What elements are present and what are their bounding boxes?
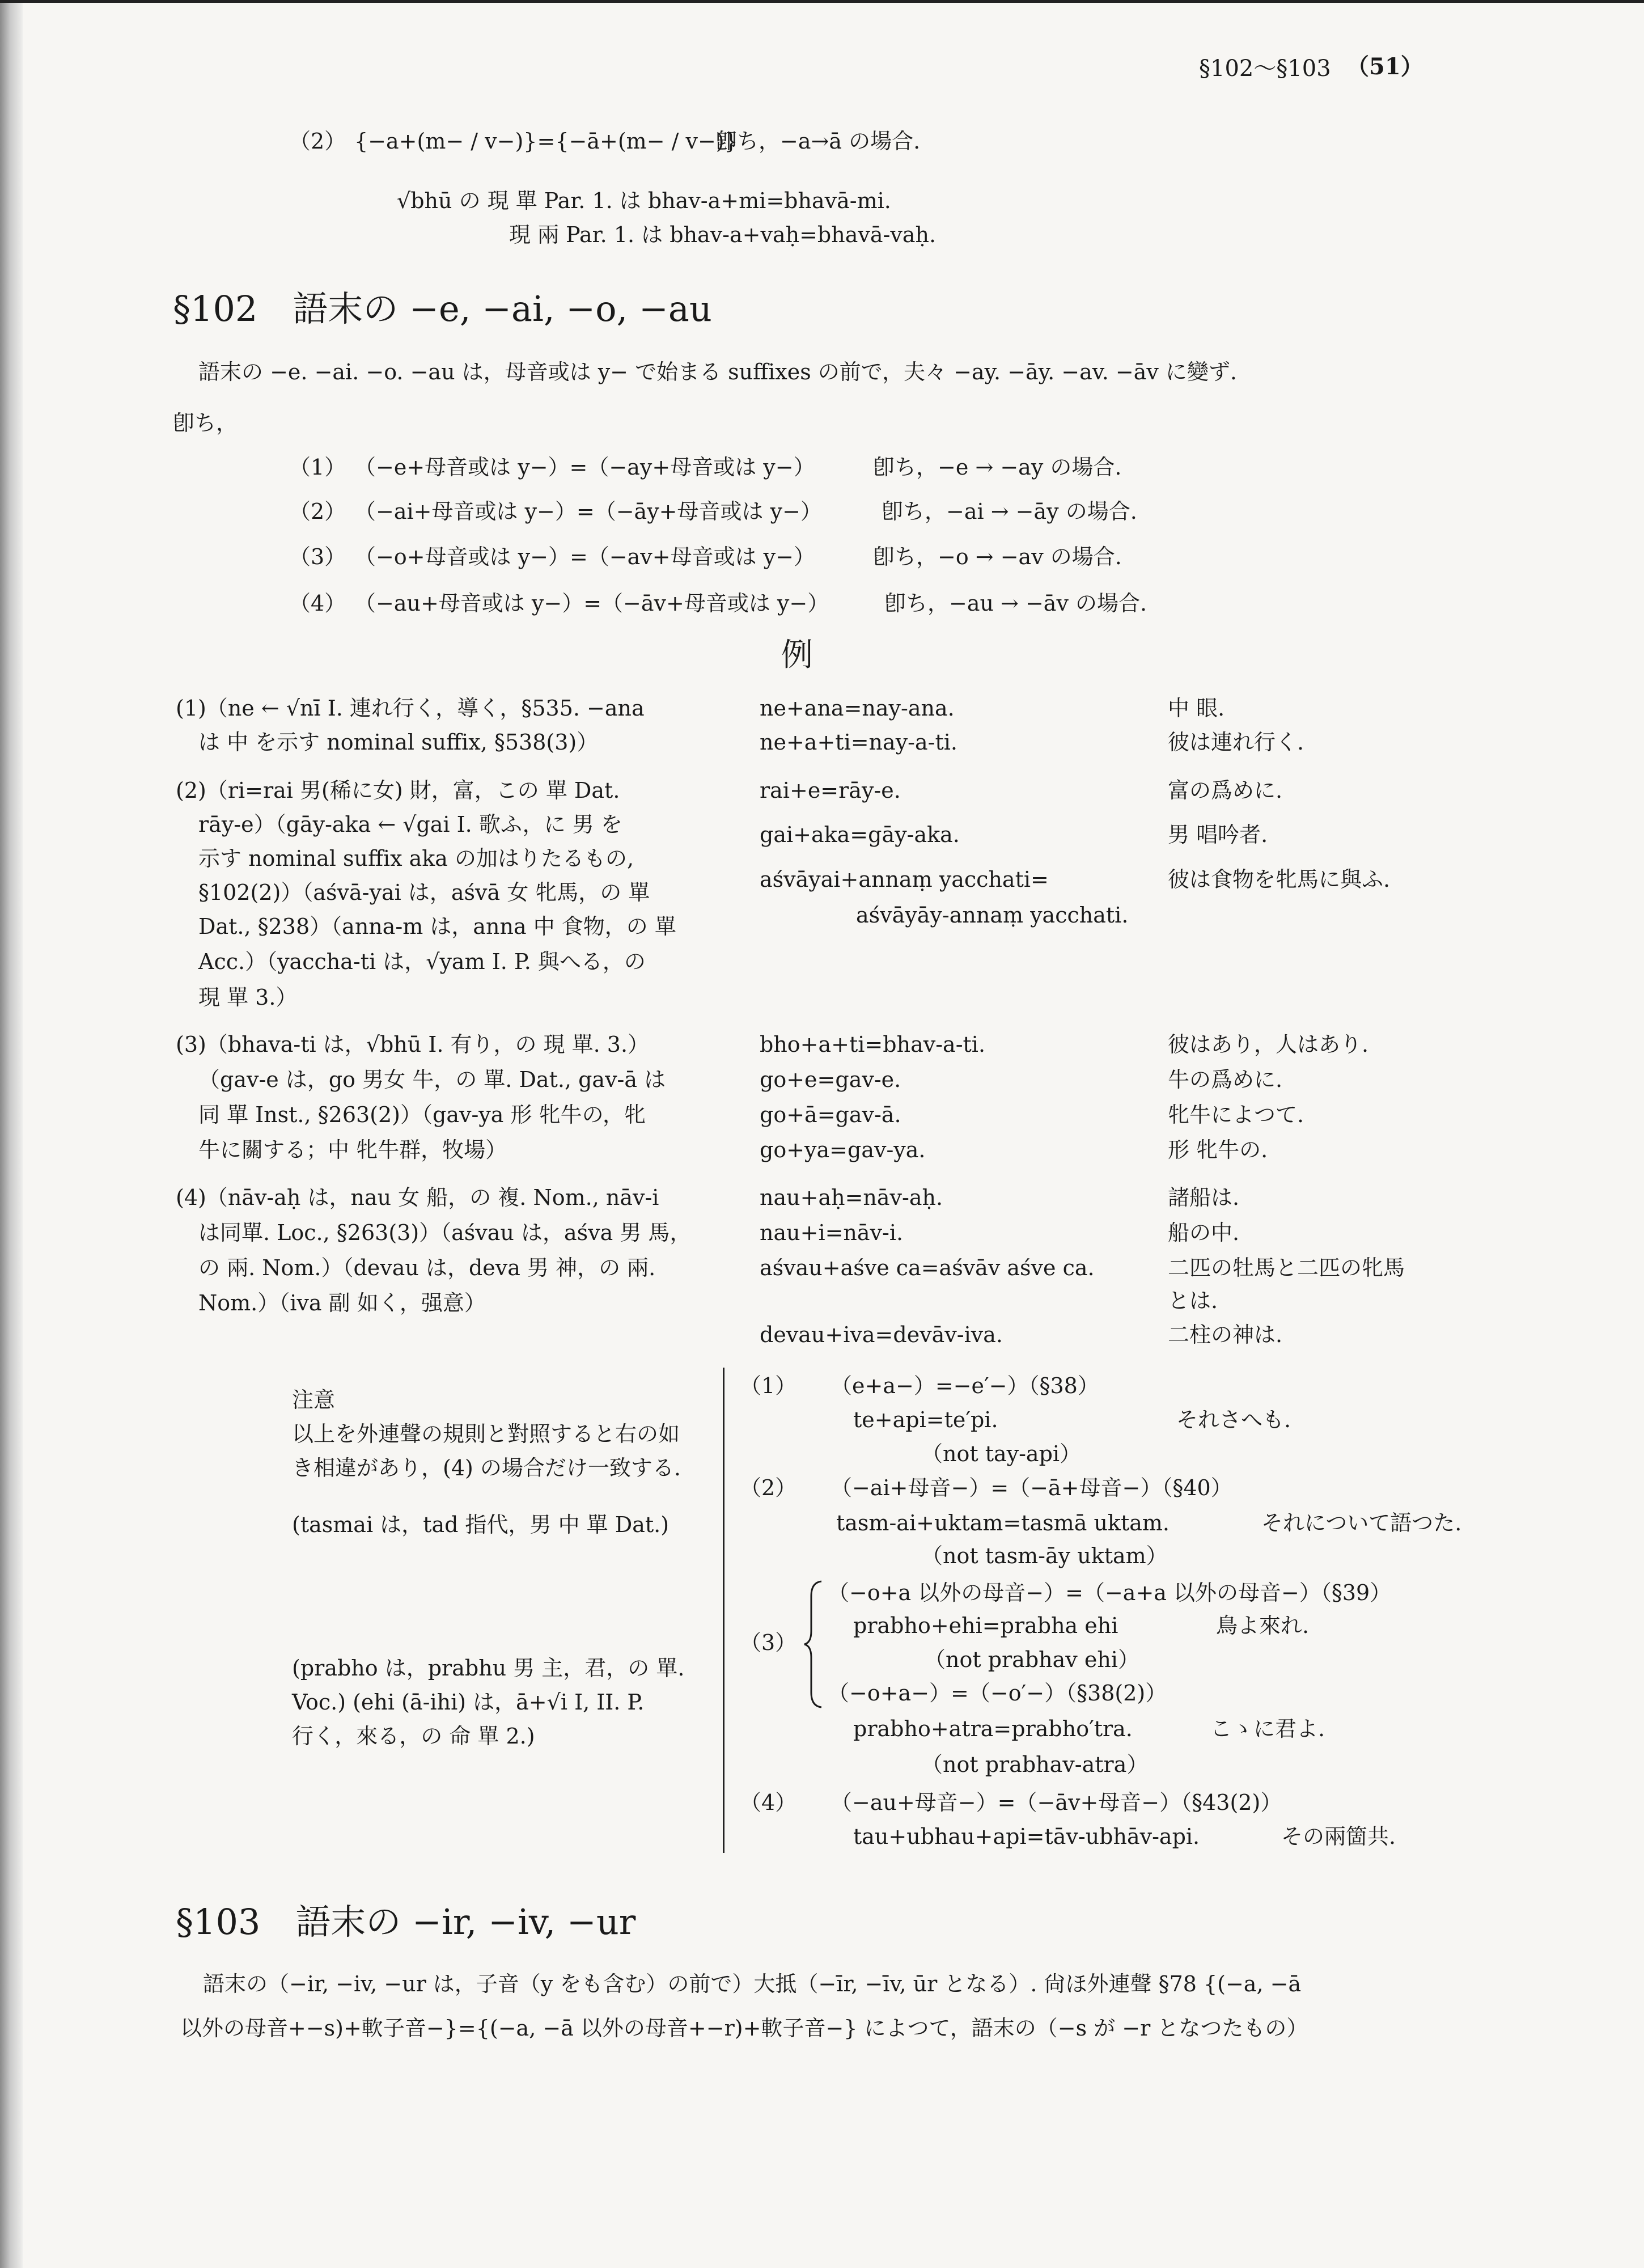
case2-formula: {−a+(m− / v−)}={−ā+(m− / v−)} — [354, 129, 738, 154]
ext-case-3-example-a: prabho+ehi=prabha ehi — [853, 1613, 1118, 1638]
rule-number: （2） — [289, 499, 346, 524]
rule-number: （1） — [289, 455, 346, 480]
example-2-note-line: (2)（ri=rai 男(稀に女) 財，富，この 單 Dat. — [176, 778, 620, 803]
rule-formula: （−e+母音或は y−）=（−ay+母音或は y−） — [354, 455, 815, 480]
ext-case-3-brace — [802, 1579, 825, 1710]
example-3-form: go+ā=gav-ā. — [760, 1102, 901, 1127]
example-1-form: ne+a+ti=nay-a-ti. — [760, 730, 957, 755]
example-2-form: rai+e=rāy-e. — [760, 778, 901, 803]
ext-case-3-not-b: （not prabhav-atra） — [921, 1752, 1149, 1777]
ext-case-2-example: tasm-ai+uktam=tasmā uktam. — [836, 1510, 1170, 1535]
example-4-translation: とは. — [1168, 1288, 1218, 1313]
example-1-form: ne+ana=nay-ana. — [760, 696, 955, 721]
rule-formula: （−o+母音或は y−）=（−av+母音或は y−） — [354, 544, 815, 569]
ext-case-4-rule: （−au+母音−）=（−āv+母音−）（§43(2)） — [831, 1790, 1282, 1815]
section-103-title: §103 語末の −ir, −iv, −ur — [176, 1901, 636, 1943]
ext-case-1-number: （1） — [740, 1373, 797, 1398]
example-3-translation: 牝牛によつて. — [1168, 1102, 1304, 1127]
example-2-form: gai+aka=gāy-aka. — [760, 822, 960, 847]
example-4-form: nau+i=nāv-i. — [760, 1220, 904, 1245]
example-3-note-line: （gav-e は，go 男女 牛，の 單. Dat., gav-ā は — [198, 1067, 666, 1092]
example-4-translation: 諸船は. — [1168, 1185, 1240, 1210]
ext-case-1-translation: それさへも. — [1176, 1407, 1291, 1432]
example-4-note-line: (4)（nāv-aḥ は，nau 女 船，の 複. Nom., nāv-i — [176, 1185, 659, 1210]
rule-number: （4） — [289, 591, 346, 616]
example-3-note-line: 同 單 Inst., §263(2)）（gav-ya 形 牝牛の，牝 — [198, 1102, 646, 1127]
ext-case-3-example-b: prabho+atra=prabho′tra. — [853, 1716, 1133, 1741]
ext-case-3-translation-b: こゝに君よ. — [1210, 1716, 1325, 1741]
vertical-divider — [723, 1368, 724, 1853]
example-4-form: nau+aḥ=nāv-aḥ. — [760, 1185, 943, 1210]
example-1-translation: 彼は連れ行く. — [1168, 730, 1304, 755]
ext-case-3-rule-a: （−o+a 以外の母音−）=（−a+a 以外の母音−）（§39） — [828, 1580, 1392, 1605]
ext-case-4-example: tau+ubhau+api=tāv-ubhāv-api. — [853, 1824, 1200, 1849]
rule-number: （3） — [289, 544, 346, 569]
example-4-note-line: の 兩. Nom.）（devau は，deva 男 神，の 兩. — [198, 1255, 656, 1280]
example-2-note-line: rāy-e）（gāy-aka ← √gai I. 歌ふ，に 男 を — [198, 812, 622, 837]
caution-note-prabho-line: (prabho は，prabhu 男 主，君，の 單. — [292, 1656, 685, 1681]
example-3-form: go+ya=gav-ya. — [760, 1137, 926, 1162]
rule-formula: （−au+母音或は y−）=（−āv+母音或は y−） — [354, 591, 829, 616]
ext-case-2-number: （2） — [740, 1475, 797, 1500]
caution-text-line: 以上を外連聲の規則と對照すると右の如 — [292, 1421, 680, 1446]
preceding-example-2: 現 兩 Par. 1. は bhav-a+vaḥ=bhavā-vaḥ. — [509, 222, 937, 247]
example-1-translation: 中 眼. — [1168, 696, 1225, 721]
rule-description: 卽ち，−au → −āv の場合. — [884, 591, 1147, 616]
top-border — [0, 0, 1644, 3]
ext-case-3-not-a: （not prabhav ehi） — [924, 1647, 1139, 1672]
page-number: （51） — [1346, 53, 1423, 80]
ext-case-1-rule: （e+a−）=−e′−）（§38） — [831, 1373, 1099, 1398]
example-4-note-line: は同單. Loc., §263(3)）（aśvau は，aśva 男 馬， — [198, 1220, 692, 1245]
ext-case-3-number: （3） — [740, 1630, 797, 1655]
caution-note-prabho-line: Voc.) (ehi (ā-ihi) は，ā+√i I, II. P. — [292, 1690, 645, 1715]
caution-label: 注意 — [292, 1387, 336, 1412]
ext-case-3-rule-b: （−o+a−）=（−o′−）（§38(2)） — [828, 1681, 1167, 1706]
section-102-title: §102 語末の −e, −ai, −o, −au — [173, 288, 712, 329]
example-2-note-line: 現 單 3.） — [198, 985, 298, 1010]
example-1-note-line: (1)（ne ← √nī I. 連れ行く，導く，§535. −ana — [176, 696, 645, 721]
scan-edge-shadow — [0, 0, 23, 2268]
ext-case-2-not: （not tasm-āy uktam） — [921, 1543, 1168, 1568]
example-2-translation: 男 唱吟者. — [1168, 822, 1268, 847]
header-section-range: §102～§103 — [1199, 56, 1331, 82]
rule-description: 卽ち，−ai → −āy の場合. — [882, 499, 1137, 524]
example-2-note-line: 示す nominal suffix aka の加はりたるもの, — [198, 846, 634, 871]
example-2-translation: 彼は食物を牝馬に與ふ. — [1168, 867, 1391, 892]
example-2-form: aśvāyai+annaṃ yacchati= — [760, 867, 1049, 892]
ext-case-3-translation-a: 鳥よ來れ. — [1216, 1613, 1310, 1638]
section-102-intro-line2: 卽ち， — [173, 411, 238, 435]
example-2-note-line: Dat., §238）（anna-m は，anna 中 食物，の 單 — [198, 914, 676, 939]
example-1-note-line: は 中 を示す nominal suffix, §538(3)） — [198, 730, 599, 755]
ext-case-1-example: te+api=te′pi. — [853, 1407, 998, 1432]
example-3-form: bho+a+ti=bhav-a-ti. — [760, 1032, 986, 1057]
example-4-translation: 二柱の神は. — [1168, 1322, 1283, 1347]
ext-case-1-not: （not tay-api） — [921, 1441, 1082, 1466]
example-3-note-line: 牛に關する；中 牝牛群，牧場） — [198, 1137, 507, 1162]
example-2-translation: 富の爲めに. — [1168, 778, 1283, 803]
caution-note-tasmai: (tasmai は，tad 指代，男 中 單 Dat.) — [292, 1512, 670, 1537]
ext-case-4-number: （4） — [740, 1790, 797, 1815]
example-3-note-line: (3)（bhava-ti は，√bhū I. 有り，の 現 單. 3.） — [176, 1032, 650, 1057]
caution-text-line: き相違があり，(4) の場合だけ一致する. — [292, 1455, 681, 1480]
preceding-example-1: √bhū の 現 單 Par. 1. は bhav-a+mi=bhavā-mi. — [397, 188, 891, 213]
example-3-translation: 形 牝牛の. — [1168, 1137, 1268, 1162]
example-4-translation: 船の中. — [1168, 1220, 1240, 1245]
case2-number: （2） — [289, 129, 346, 154]
caution-note-prabho-line: 行く，來る，の 命 單 2.) — [292, 1724, 535, 1749]
example-3-translation: 牛の爲めに. — [1168, 1067, 1283, 1092]
ext-case-2-rule: （−ai+母音−）=（−ā+母音−）（§40） — [831, 1475, 1232, 1500]
example-4-form: devau+iva=devāv-iva. — [760, 1322, 1003, 1347]
example-2-note-line: §102(2)）（aśvā-yai は，aśvā 女 牝馬，の 單 — [198, 880, 650, 905]
example-3-translation: 彼はあり，人はあり. — [1168, 1032, 1369, 1057]
ext-case-4-translation: その兩箇共. — [1281, 1824, 1396, 1849]
section-102-intro-line1: 語末の −e. −ai. −o. −au は，母音或は y− で始まる suffixes の前で，夫々 −ay. −āy. −av. −āv に變ず. — [198, 359, 1238, 384]
section-103-text-line: 語末の（−ir, −iv, −ur は，子音（y をも含む）の前で）大抵（−īr, −īv, ūr となる）. 尙ほ外連聲 §78 {(−a, −ā — [203, 1971, 1302, 1996]
ext-case-2-translation: それについて語つた. — [1261, 1510, 1462, 1535]
example-2-note-line: Acc.）（yaccha-ti は，√yam I. P. 與へる，の — [198, 949, 646, 974]
example-4-note-line: Nom.）（iva 副 如く，强意） — [198, 1290, 486, 1315]
case2-description: 卽ち，−a→ā の場合. — [715, 129, 921, 154]
section-103-text-line: 以外の母音+−s)+軟子音−}={(−a, −ā 以外の母音+−r)+軟子音−} によつて，語末の（−s が −r となつたもの） — [180, 2016, 1308, 2041]
example-4-form: aśvau+aśve ca=aśvāv aśve ca. — [760, 1255, 1095, 1280]
rule-description: 卽ち，−e → −ay の場合. — [873, 455, 1122, 480]
example-2-form: aśvāyāy-annaṃ yacchati. — [856, 903, 1129, 928]
example-3-form: go+e=gav-e. — [760, 1067, 901, 1092]
examples-heading: 例 — [781, 637, 813, 674]
rule-formula: （−ai+母音或は y−）=（−āy+母音或は y−） — [354, 499, 822, 524]
rule-description: 卽ち，−o → −av の場合. — [873, 544, 1122, 569]
example-4-translation: 二匹の牡馬と二匹の牝馬 — [1168, 1255, 1405, 1280]
